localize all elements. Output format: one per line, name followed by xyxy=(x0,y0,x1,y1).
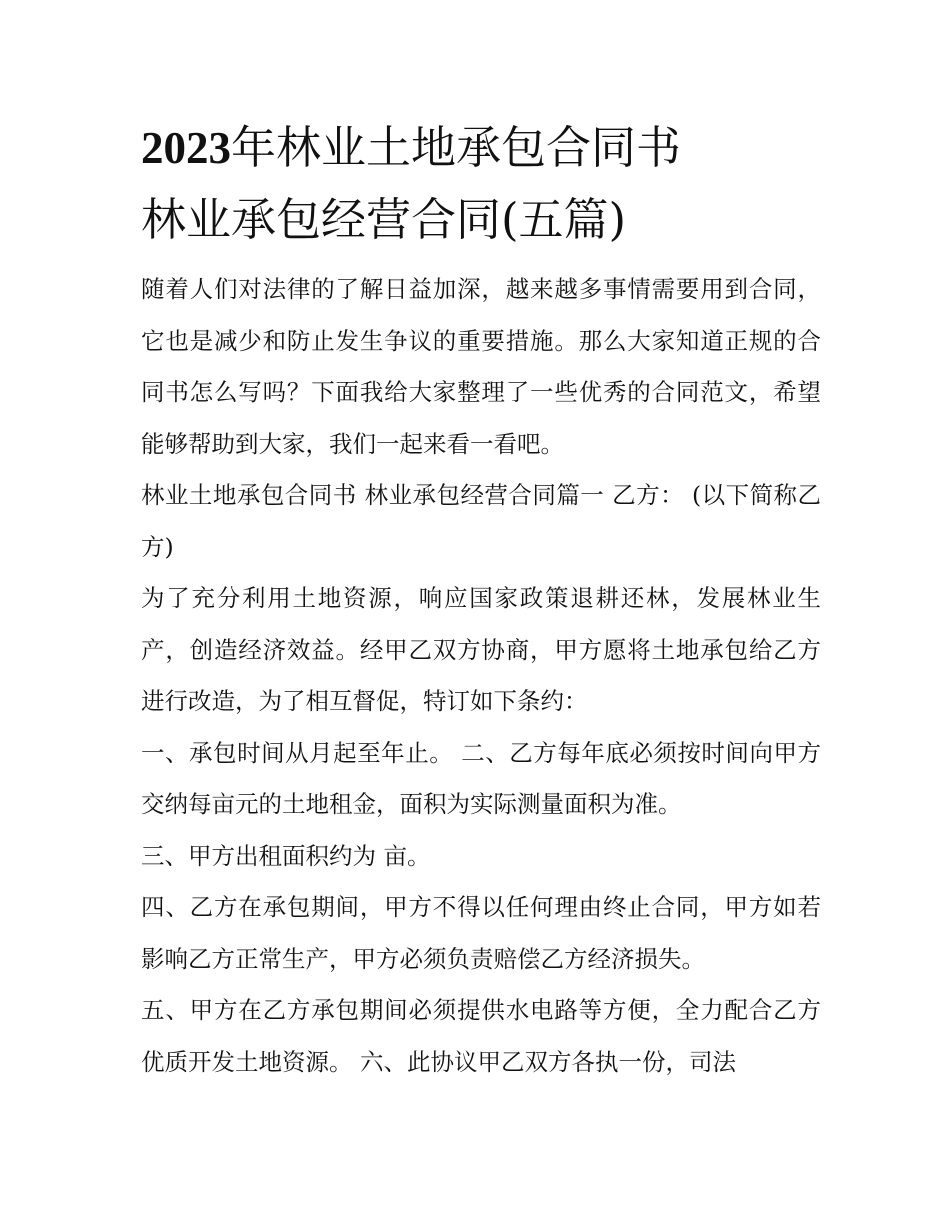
paragraph-purpose: 为了充分利用土地资源，响应国家政策退耕还林，发展林业生产，创造经济效益。经甲乙双方协商，甲方愿将土地承包给乙方进行改造，为了相互督促，特订如下条约： xyxy=(141,584,821,715)
paragraph-clause-3: 三、甲方出租面积约为 亩。 xyxy=(141,841,431,870)
paragraph-clause-1-2: 一、承包时间从月起至年止。 二、乙方每年底必须按时间向甲方交纳每亩元的土地租金，面积为实际测量面积为准。 xyxy=(141,738,821,818)
document-page xyxy=(141,112,821,1088)
paragraph-intro: 随着人们对法律的了解日益加深，越来越多事情需要用到合同，它也是减少和防止发生争议的重要措施。那么大家知道正规的合同书怎么写吗？下面我给大家整理了一些优秀的合同范文，希望能够帮助到大家，我们一起来看一看吧。 xyxy=(141,275,821,458)
document-title xyxy=(141,112,821,256)
paragraph-clause-4: 四、乙方在承包期间，甲方不得以任何理由终止合同，甲方如若 影响乙方正常生产，甲方必须负责赔偿乙方经济损失。 xyxy=(141,893,821,973)
title-line-2: 林业承包经营合同(五篇) xyxy=(141,193,627,246)
paragraph-clause-5-6: 五、甲方在乙方承包期间必须提供水电路等方便，全力配合乙方优质开发土地资源。 六、此协议甲乙双方各执一份，司法 xyxy=(141,996,821,1076)
title-text: 年林业土地承包合同书 xyxy=(231,121,682,174)
paragraph-heading-part-one: 林业土地承包合同书 林业承包经营合同篇一 乙方： (以下简称乙方) xyxy=(141,481,821,561)
title-line-1 xyxy=(141,112,821,184)
title-year: 2023 xyxy=(141,123,231,173)
